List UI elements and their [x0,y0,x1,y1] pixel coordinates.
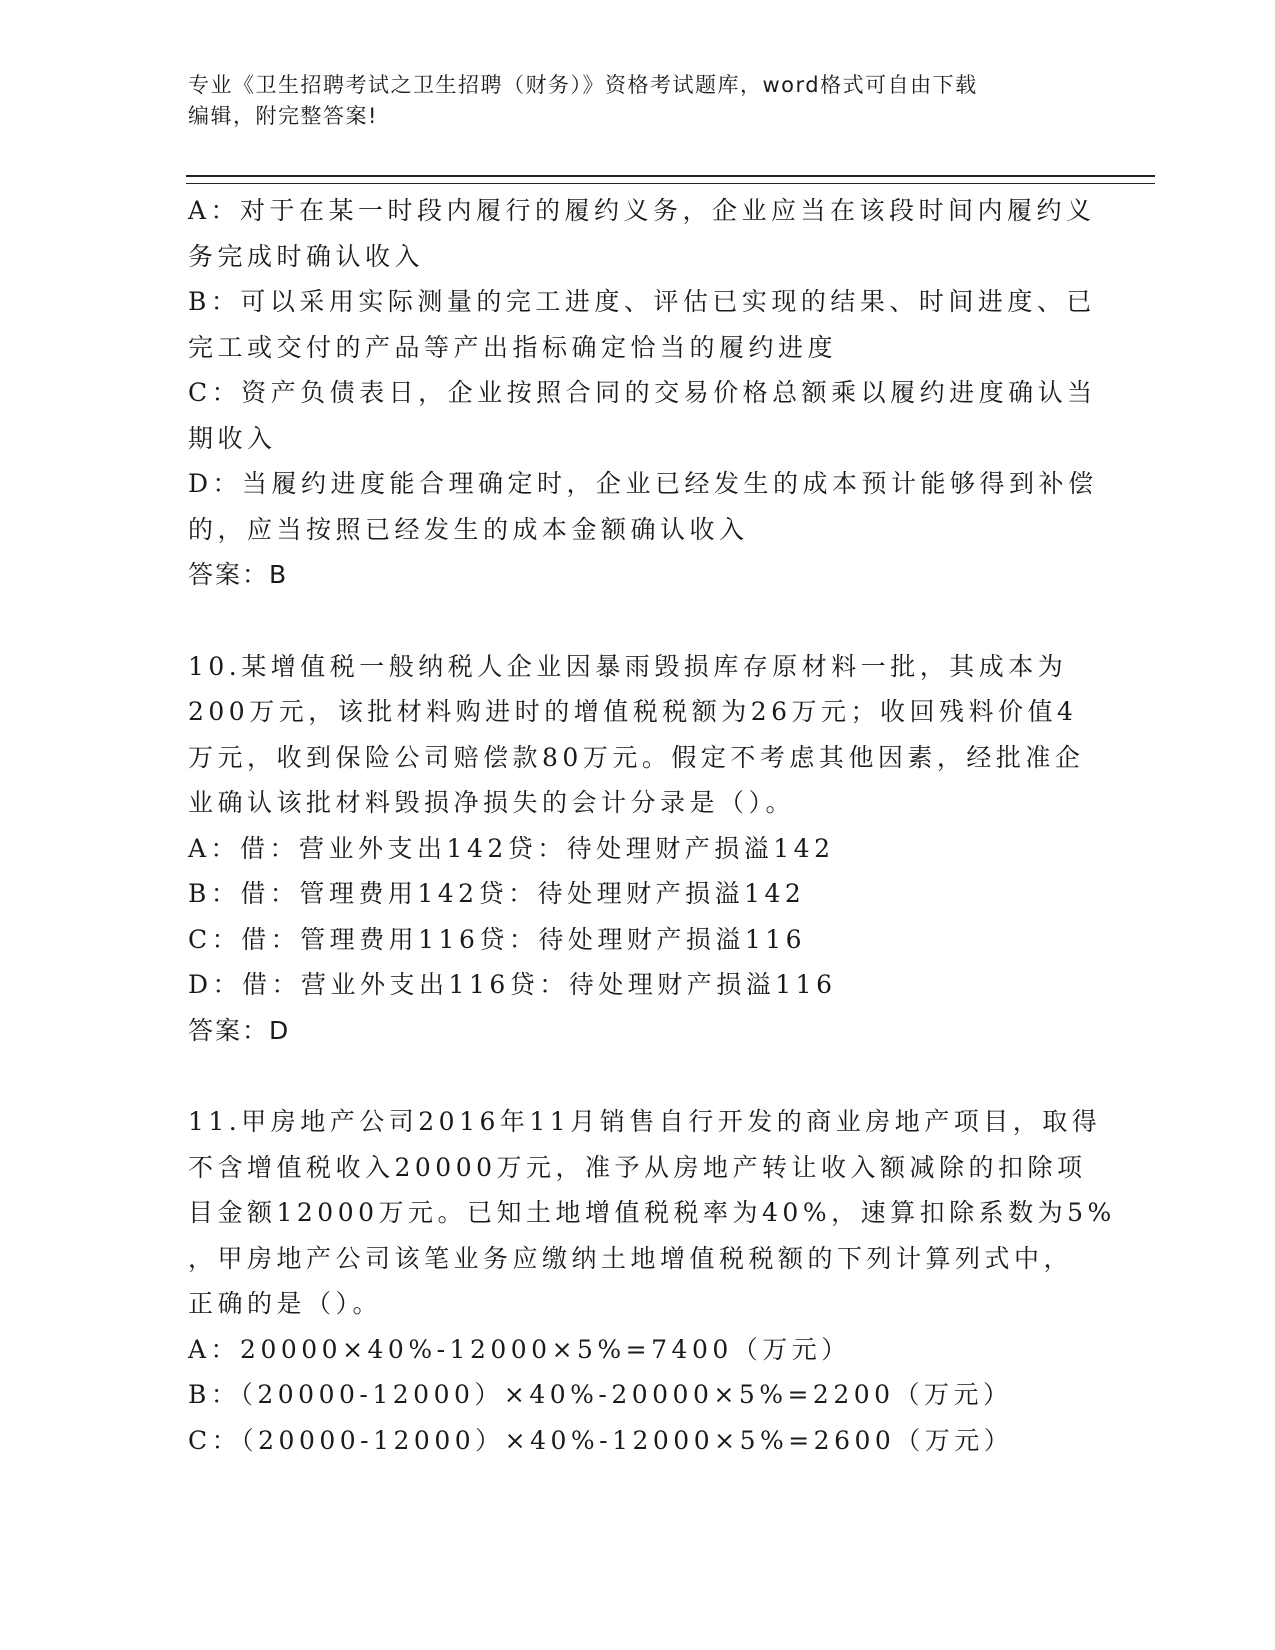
option-line: 完工或交付的产品等产出指标确定恰当的履约进度 [188,332,838,362]
document-header [188,70,1088,132]
option-c: C：借：管理费用116贷：待处理财产损溢116 [188,924,807,954]
question-stem-line: 目金额12000万元。已知土地增值税税率为40%，速算扣除系数为5% [188,1198,1116,1227]
question-10 [188,644,1085,1054]
document-body [188,188,1116,1463]
question-stem-line: ，甲房地产公司该笔业务应缴纳土地增值税税额的下列计算列式中， [188,1243,1074,1273]
option-b: B：（20000-12000）×40%-20000×5%=2200（万元） [188,1380,1013,1409]
header-title-line-1: 专业《卫生招聘考试之卫生招聘（财务）》资格考试题库，word格式可自由下载 [188,73,978,97]
option-line: 的，应当按照已经发生的成本金额确认收入 [188,514,749,544]
option-d: D：借：营业外支出116贷：待处理财产损溢116 [188,970,837,999]
option-a: A：20000×40%-12000×5%=7400（万元） [188,1334,851,1364]
option-line: A：对于在某一时段内履行的履约义务，企业应当在该段时间内履约义 [188,196,1096,225]
question-stem-line: 11.甲房地产公司2016年11月销售自行开发的商业房地产项目，取得 [188,1107,1102,1136]
option-line: C：资产负债表日，企业按照合同的交易价格总额乘以履约进度确认当 [188,378,1097,407]
spacer [188,1053,1078,1099]
option-c: C：（20000-12000）×40%-12000×5%=2600（万元） [188,1425,1014,1455]
header-divider [186,175,1155,184]
option-b: B：借：管理费用142贷：待处理财产损溢142 [188,879,806,908]
header-title-line-2: 编辑，附完整答案! [188,104,378,128]
option-line: 期收入 [188,423,277,453]
question-stem-line: 10.某增值税一般纳税人企业因暴雨毁损库存原材料一批，其成本为 [188,651,1068,681]
question-9 [188,188,1098,598]
question-stem-line: 万元，收到保险公司赔偿款80万元。假定不考虑其他因素，经批准企 [188,742,1085,772]
option-a: A：借：营业外支出142贷：待处理财产损溢142 [188,833,835,863]
question-stem-line: 不含增值税收入20000万元，准予从房地产转让收入额减除的扣除项 [188,1152,1087,1182]
question-stem-line: 业确认该批材料毁损净损失的会计分录是（）。 [188,788,796,817]
option-line: D：当履约进度能合理确定时，企业已经发生的成本预计能够得到补偿 [188,469,1098,498]
option-line: B：可以采用实际测量的完工进度、评估已实现的结果、时间进度、已 [188,287,1096,316]
question-stem-line: 正确的是（）。 [188,1289,383,1318]
option-line: 务完成时确认收入 [188,241,425,271]
question-stem-line: 200万元，该批材料购进时的增值税税额为26万元；收回残料价值4 [188,697,1078,726]
spacer [188,598,1078,644]
answer-label: 答案：D [188,1015,291,1045]
answer-label: 答案：B [188,560,289,589]
question-11 [188,1099,1116,1463]
